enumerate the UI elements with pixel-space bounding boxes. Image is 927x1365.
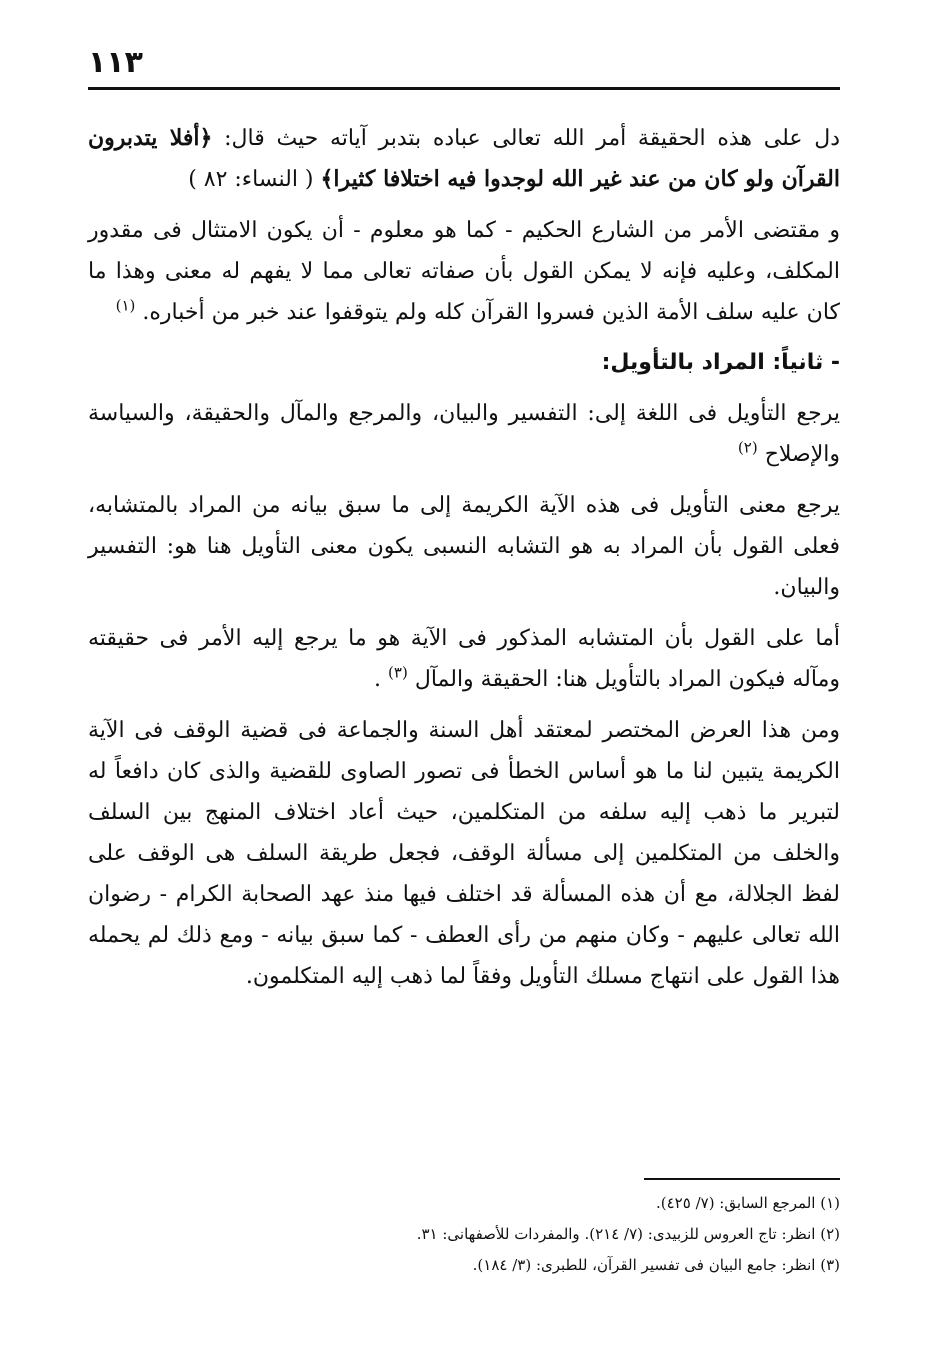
footnote-2: (٢) انظر: تاج العروس للزبيدى: (٧/ ٢١٤). والمفردات للأصفهانى: ٣١. [416,1225,840,1243]
paragraph-linguistic-meaning [88,393,840,475]
footnote-3: (٣) انظر: جامع البيان فى تفسير القرآن، للطبرى: (٣/ ١٨٤). [472,1256,840,1274]
quran-close-brace: ﴾ [320,166,334,192]
footnote-ref-2[interactable]: (٢) [737,438,758,457]
paragraph-intro-text: دل على هذه الحقيقة أمر الله تعالى عباده بتدبر آياته حيث قال: [212,126,840,151]
paragraph-text: أما على القول بأن المتشابه المذكور فى الآية هو ما يرجع إليه الأمر فى حقيقته ومآله فيكون المراد بالتأويل هنا: الحقيقة والمآل [88,626,840,692]
header-rule [88,87,840,90]
page-body [88,118,840,1007]
footnote-ref-1[interactable]: (١) [115,296,136,315]
section-heading: - ثانياً: المراد بالتأويل: [601,350,840,375]
footnote-1: (١) المرجع السابق: (٧/ ٤٢٥). [656,1194,840,1212]
paragraph-conclusion [88,710,840,997]
footnote-ref-3[interactable]: (٣) [388,663,408,682]
paragraph-text: ومن هذا العرض المختصر لمعتقد أهل السنة والجماعة فى قضية الوقف فى الآية الكريمة يتبين لنا ما هو أساس الخطأ فى تصور الصاوى للقضية والذى كان دافعاً له لتبرير ما ذهب إليه سلفه من المتكلمين، حيث أعاد اختلاف المنهج بين السلف والخلف من المتكلمين إلى مسألة الوقف، فجعل طريقة السلف هى الوقف على لفظ الجلالة، مع أن هذه المسألة قد اختلف فيها منذ عهد الصحابة الكرام - رضوان الله تعالى عليهم - وكان منهم من رأى العطف - كما سبق بيانه - ومع ذلك لم يحمله هذا القول على انتهاج مسلك التأويل وفقاً لما ذهب إليه المتكلمون. [88,718,840,989]
paragraph-text: و مقتضى الأمر من الشارع الحكيم - كما هو معلوم - أن يكون الامتثال فى مقدور المكلف، وعليه فإنه لا يمكن القول بأن صفاته تعالى مما لا يفهم له معنى وهذا ما كان عليه سلف الأمة الذين فسروا القرآن كله ولم يتوقفوا عند خبر من أخباره. [88,218,840,325]
footnotes [88,1188,840,1281]
verse-citation: ( النساء: ٨٢ ) [188,167,321,192]
paragraph-verse-meaning [88,485,840,608]
paragraph-quran-verse [88,118,840,200]
paragraph-obligation [88,210,840,333]
paragraph-text: يرجع معنى التأويل فى هذه الآية الكريمة إلى ما سبق بيانه من المراد بالمتشابه، فعلى القول بأن المراد به هو التشابه النسبى يكون معنى التأويل هنا هو: التفسير والبيان. [88,493,840,600]
footnote-separator [644,1178,840,1180]
page-number: ١١٣ [88,45,143,80]
quran-verse-text: أفلا يتدبرون القرآن ولو كان من عند غير الله لوجدوا فيه اختلافا كثيرا [88,125,840,192]
paragraph-end-dot: . [374,667,389,692]
paragraph-reality-meaning [88,618,840,700]
paragraph-text: يرجع التأويل فى اللغة إلى: التفسير والبيان، والمرجع والمآل والحقيقة، والسياسة والإصلاح [88,401,840,467]
document-page [88,0,840,1365]
quran-open-brace: ﴿ [199,125,213,151]
